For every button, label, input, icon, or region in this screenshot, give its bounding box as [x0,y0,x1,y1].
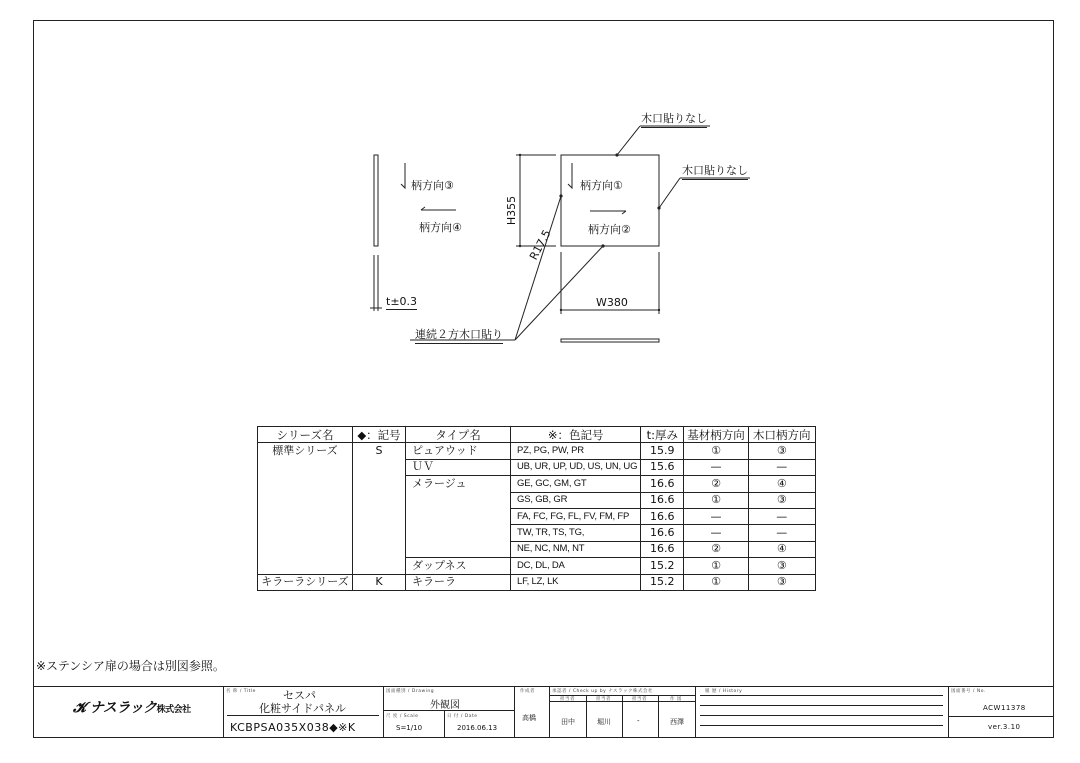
drawing-number: ACW11378 [983,704,1026,712]
header-thickness: t:厚み [641,427,684,443]
table-row: GS, GB, GR 16.6 ① ③ [258,492,816,508]
version: ver.3.10 [988,723,1021,731]
header-type: タイプ名 [406,427,511,443]
side-view-panel [374,155,378,246]
continuous-edge-label: 連続２方木口貼り [415,326,503,344]
table-row: ダップネス DC, DL, DA 15.2 ① ③ [258,558,816,574]
checker-4: 西澤 [670,718,684,726]
spec-table [257,426,816,591]
radius-dimension: R17.5 [527,227,554,263]
table-row: ＵＶ UB, UR, UP, UD, US, UN, UG 15.6 — — [258,459,816,475]
checker-3: - [637,717,640,725]
table-row: キラーラシリーズ K キラーラ LF, LZ, LK 15.2 ① ③ [258,574,816,590]
grain-direction-2: 柄方向② [588,223,631,236]
header-series: シリーズ名 [258,427,353,443]
no-edge-label-right: 木口貼りなし [682,162,748,180]
drafter-name: 高橋 [522,714,536,722]
date-value: 2016.06.13 [457,724,498,732]
checker-2: 堀川 [597,718,611,726]
header-colors: ※：色記号 [511,427,641,443]
scale-value: S=1/10 [396,724,423,732]
stencia-note: ※ステンシア扉の場合は別図参照。 [36,659,225,673]
table-row: NE, NC, NM, NT 16.6 ② ④ [258,541,816,557]
drawing-type: 外観図 [430,700,460,711]
no-edge-label-top: 木口貼りなし [641,110,707,128]
model-number: KCBPSA035X038◆※K [230,721,356,734]
company-logo: 𝓚 ナスラック株式会社 [73,700,191,716]
logo-mark-icon: 𝓚 [73,700,86,716]
table-row: TW, TR, TS, TG, 16.6 — — [258,525,816,541]
header-edge-grain: 木口柄方向 [748,427,815,443]
header-base-grain: 基材柄方向 [684,427,749,443]
thickness-dimension: t±0.3 [386,295,418,308]
product-name: セスパ [283,689,316,702]
table-header-row [258,427,816,443]
table-row: 標準シリーズ S ピュアウッド PZ, PG, PW, PR 15.9 ① ③ [258,443,816,459]
product-subtitle: 化粧サイドパネル [259,702,347,715]
table-row: メラージュ GE, GC, GM, GT 16.6 ② ④ [258,476,816,492]
width-dimension: W380 [596,296,628,309]
title-block: 𝓚 ナスラック株式会社 名 称 / Title セスパ 化粧サイドパネル KCBPSA035X038◆※K 図面種別 / Drawing 外観図 尺 度 / Scale S=1/10 日 付 / Date 2016.06.13 作成者 高橋 承認者 / Check up by ナスラック株式会社 担当者 担当者 担当者 作 図 田中 堀川 - 西澤 履 歴 / History 図面番号 / No. ACW11378 ver.3.10 [33,686,1054,738]
header-symbol: ◆：記号 [353,427,406,443]
grain-direction-3: 柄方向③ [411,179,454,192]
grain-direction-4: 柄方向④ [419,221,462,234]
height-dimension: H355 [505,195,519,226]
bottom-view-panel [561,339,659,342]
table-row: FA, FC, FG, FL, FV, FM, FP 16.6 — — [258,508,816,524]
grain-direction-1: 柄方向① [580,179,623,192]
checker-1: 田中 [561,718,575,726]
